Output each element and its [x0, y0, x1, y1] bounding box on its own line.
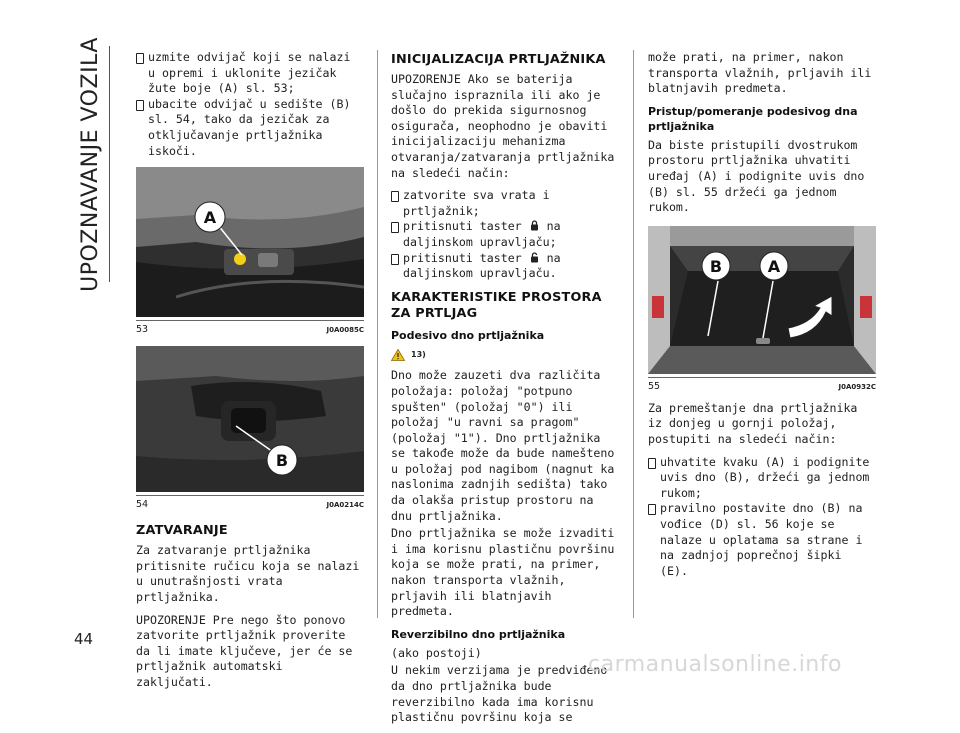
column-divider [377, 50, 378, 618]
watermark: carmanualsonline.info [588, 652, 842, 677]
heading-podesivo-dno: Podesivo dno prtljažnika [391, 328, 545, 342]
paragraph: Dno može zauzeti dva različita položaja: položaj "potpuno spušten" (položaj "0") ili položaj "u ravni sa pragom" (položaj "1"). Dno prtljažnika se takođe može da bude namešteno u položaj pod nagibom (nagnut ka naslonima zadnjih sedišta) tako da olakša pristup prostoru na dnu prtljažnika. [391, 368, 615, 523]
bullet-list [136, 50, 364, 159]
paragraph: UPOZORENJE Ako se baterija slučajno ispraznila ili ako je došlo do prekida sigurnosnog osigurača, neophodno je obaviti inicijalizaciju mehanizma otvaranja/zatvaranja prtljažnika na sledeći način: [391, 72, 615, 180]
callout-label-b: B [275, 451, 289, 471]
list-item: zatvorite sva vrata i prtljažnik; [391, 188, 619, 219]
bullet-list [391, 188, 619, 282]
list-item: uzmite odvijač koji se nalazi u opremi i uklonite jezičak žute boje (A) sl. 53; [136, 50, 364, 97]
paragraph: Za premeštanje dna prtljažnika iz donjeg u gornji položaj, postupiti na sledeći način: [648, 400, 858, 446]
paragraph: U nekim verzijama je predviđeno da dno prtljažnika bude reverzibilno kada ima korisnu plastičnu površinu koja se [391, 663, 608, 725]
callout-label-a: A [203, 208, 217, 228]
paragraph: može prati, na primer, nakon transporta vlažnih, prljavih ili blatnjavih predmeta. [648, 50, 872, 96]
warning-triangle-icon [391, 349, 405, 361]
bullet-list [648, 455, 876, 580]
paragraph: Za zatvaranje prtljažnika pritisnite ručicu koja se nalazi u unutrašnjosti vrata prtljažnika. [136, 543, 360, 604]
figure-code: J0A0932C [838, 382, 876, 391]
section-rule [109, 46, 110, 282]
figure-caption [136, 320, 364, 336]
page-number: 44 [74, 630, 94, 648]
photo-53 [136, 167, 364, 317]
callout-label-b: B [709, 256, 723, 276]
list-item: uhvatite kvaku (A) i podignite uvis dno (B), držeći ga jednom rukom; [648, 455, 876, 502]
heading-inicijalizacija: INICIJALIZACIJA PRTLJAŽNIKA [391, 52, 606, 67]
warning-reference [391, 347, 619, 363]
column-divider [633, 50, 634, 618]
paragraph: Dno prtljažnika se može izvaditi i ima korisnu plastičnu površinu koja se može prati, na primer, nakon transporta vlažnih, prljavih ili blatnjavih predmeta. [391, 526, 615, 619]
paragraph: Da biste pristupili dvostrukom prostoru prtljažnika uhvatiti uređaj (A) i podignite uvis dno (B) sl. 55 držeći ga jednom rukom. [648, 137, 865, 215]
paragraph: UPOZORENJE Pre nego što ponovo zatvorite prtljažnik proverite da li imate ključeve, jer će se prtljažnik automatski zaključati. [136, 612, 353, 689]
paragraph: (ako postoji) [391, 645, 482, 660]
list-item: pravilno postavite dno (B) na vođice (D) sl. 56 koje se nalaze u oplatama sa strane i na zadnjoj poprečnoj šipki (E). [648, 501, 876, 579]
list-item: ubacite odvijač u sedište (B) sl. 54, tako da jezičak za otključavanje prtljažnika iskoči. [136, 97, 364, 159]
list-item: pritisnuti taster na daljinskom upravljaču. [391, 251, 619, 282]
heading-karakteristike: KARAKTERISTIKE PROSTORA ZA PRTLJAG [391, 289, 602, 321]
warning-ref-number: 13) [411, 349, 426, 359]
figure-number: 53 [136, 324, 149, 336]
lock-closed-icon [530, 220, 539, 231]
heading-pristup: Pristup/pomeranje podesivog dna prtljažnika [648, 104, 858, 133]
figure-number: 54 [136, 499, 149, 511]
photo-55 [648, 226, 876, 374]
figure-55 [648, 226, 876, 393]
figure-53 [136, 167, 364, 336]
photo-54 [136, 346, 364, 492]
callout-label-a: A [767, 256, 781, 276]
figure-number: 55 [648, 380, 661, 392]
column-1 [136, 50, 364, 698]
column-3 [648, 50, 876, 586]
list-item: pritisnuti taster na daljinskom upravljaču; [391, 219, 619, 250]
figure-code: J0A0085C [326, 326, 364, 335]
figure-54 [136, 346, 364, 511]
section-title: UPOZNAVANJE VOZILA [77, 36, 103, 292]
column-2 [391, 50, 619, 733]
heading-reverzibilno-dno: Reverzibilno dno prtljažnika [391, 627, 566, 641]
lock-open-icon [530, 252, 539, 263]
figure-caption [136, 495, 364, 511]
figure-code: J0A0214C [326, 501, 364, 510]
heading-zatvaranje: ZATVARANJE [136, 523, 228, 539]
figure-caption [648, 377, 876, 393]
